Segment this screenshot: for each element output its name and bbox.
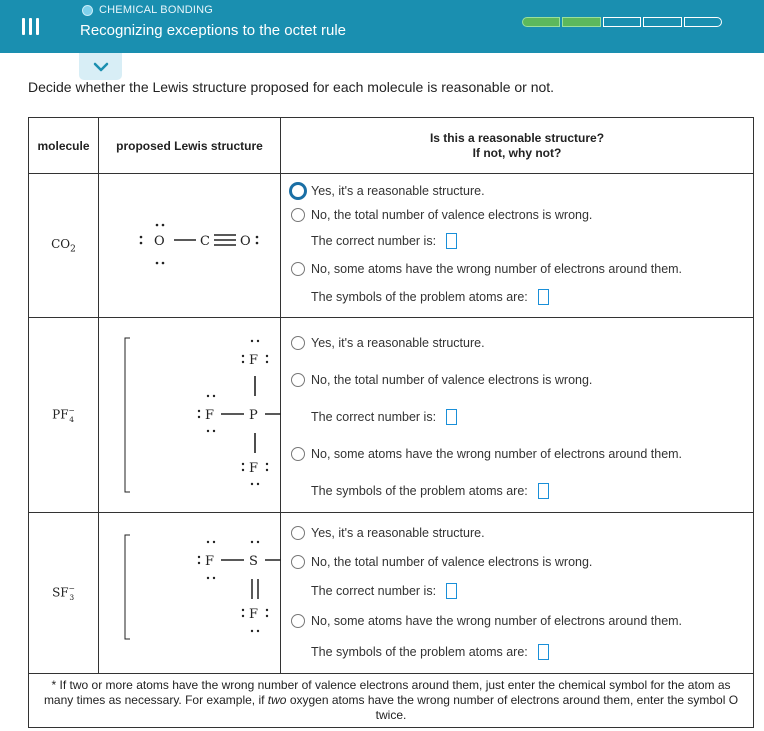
atom-label: S [249, 554, 258, 569]
correct-number-row: The correct number is: [311, 402, 745, 432]
progress-segment [603, 17, 641, 27]
progress-bar [522, 17, 722, 27]
correct-number-input[interactable] [446, 409, 457, 425]
header-molecule: molecule [29, 118, 99, 174]
radio-wrong-total[interactable] [291, 373, 305, 387]
chevron-down-icon [93, 62, 109, 72]
option-reasonable[interactable]: Yes, it's a reasonable structure. [291, 519, 745, 547]
radio-wrong-total[interactable] [291, 208, 305, 222]
answer-cell [281, 174, 754, 318]
answer-cell [281, 318, 754, 513]
topic-label: CHEMICAL BONDING [99, 4, 214, 16]
atom-label: F [249, 607, 259, 622]
progress-segment [522, 17, 560, 27]
radio-wrong-electrons[interactable] [291, 262, 305, 276]
option-reasonable[interactable]: Yes, it's a reasonable structure. [291, 328, 745, 358]
correct-number-row: The correct number is: [311, 227, 745, 255]
lewis-structure-co2 [99, 174, 281, 318]
radio-reasonable[interactable] [291, 336, 305, 350]
top-bar [0, 0, 764, 53]
atom-label: O [154, 234, 165, 249]
atom-label: F [249, 461, 259, 476]
molecule-formula: SF − 3 [29, 513, 99, 674]
radio-reasonable[interactable] [291, 184, 305, 198]
header-lewis: proposed Lewis structure [99, 118, 281, 174]
answer-cell [281, 513, 754, 674]
hamburger-icon [22, 18, 39, 35]
menu-button[interactable] [0, 0, 60, 53]
header-answer: Is this a reasonable structure? If not, why not? [281, 118, 754, 174]
correct-number-input[interactable] [446, 233, 457, 249]
correct-number-row: The correct number is: [311, 577, 745, 605]
question-prompt: Decide whether the Lewis structure proposed for each molecule is reasonable or not. [28, 79, 555, 95]
radio-wrong-electrons[interactable] [291, 447, 305, 461]
footnote: * If two or more atoms have the wrong number of valence electrons around them, just enter the chemical symbol for the atom as many times as necessary. For example, if two oxygen atoms have the wrong number of electrons around them, enter the symbol O twice. [29, 674, 754, 728]
radio-reasonable[interactable] [291, 526, 305, 540]
problem-atoms-input[interactable] [538, 644, 549, 660]
lewis-diagram [99, 318, 281, 512]
radio-wrong-electrons[interactable] [291, 614, 305, 628]
problem-atoms-input[interactable] [538, 289, 549, 305]
collapse-header-button[interactable] [79, 53, 122, 80]
option-wrong-total[interactable]: No, the total number of valence electrons is wrong. [291, 358, 745, 402]
topic-status-icon [82, 5, 93, 16]
option-reasonable[interactable]: Yes, it's a reasonable structure. [291, 180, 745, 202]
lewis-diagram [99, 174, 281, 313]
footnote-row [29, 674, 754, 728]
table-row [29, 513, 754, 674]
progress-segment [643, 17, 681, 27]
progress-segment [684, 17, 722, 27]
molecule-formula: PF − 4 [29, 318, 99, 513]
option-wrong-total[interactable]: No, the total number of valence electrons is wrong. [291, 202, 745, 227]
problem-atoms-input[interactable] [538, 483, 549, 499]
atom-label: F [205, 408, 215, 423]
molecule-formula: $CO_2$ [29, 174, 99, 318]
option-wrong-electrons[interactable]: No, some atoms have the wrong number of electrons around them. [291, 255, 745, 283]
option-wrong-electrons[interactable]: No, some atoms have the wrong number of electrons around them. [291, 432, 745, 476]
atom-label: O [240, 234, 251, 249]
atom-label: F [249, 353, 259, 368]
correct-number-input[interactable] [446, 583, 457, 599]
table-header-row [29, 118, 754, 174]
atom-label: C [200, 234, 210, 249]
lewis-diagram [99, 513, 281, 666]
progress-segment [562, 17, 600, 27]
problem-atoms-row: The symbols of the problem atoms are: [311, 637, 745, 667]
lewis-question-table [28, 117, 754, 728]
page-title: Recognizing exceptions to the octet rule [80, 22, 346, 39]
atom-label: F [205, 554, 215, 569]
radio-wrong-total[interactable] [291, 555, 305, 569]
problem-atoms-row: The symbols of the problem atoms are: [311, 476, 745, 506]
lewis-structure-pf4 [99, 318, 281, 513]
option-wrong-total[interactable]: No, the total number of valence electrons is wrong. [291, 547, 745, 577]
atom-label: P [249, 408, 258, 423]
table-row [29, 318, 754, 513]
option-wrong-electrons[interactable]: No, some atoms have the wrong number of electrons around them. [291, 605, 745, 637]
problem-atoms-row: The symbols of the problem atoms are: [311, 283, 745, 311]
table-row [29, 174, 754, 318]
lewis-structure-sf3 [99, 513, 281, 674]
